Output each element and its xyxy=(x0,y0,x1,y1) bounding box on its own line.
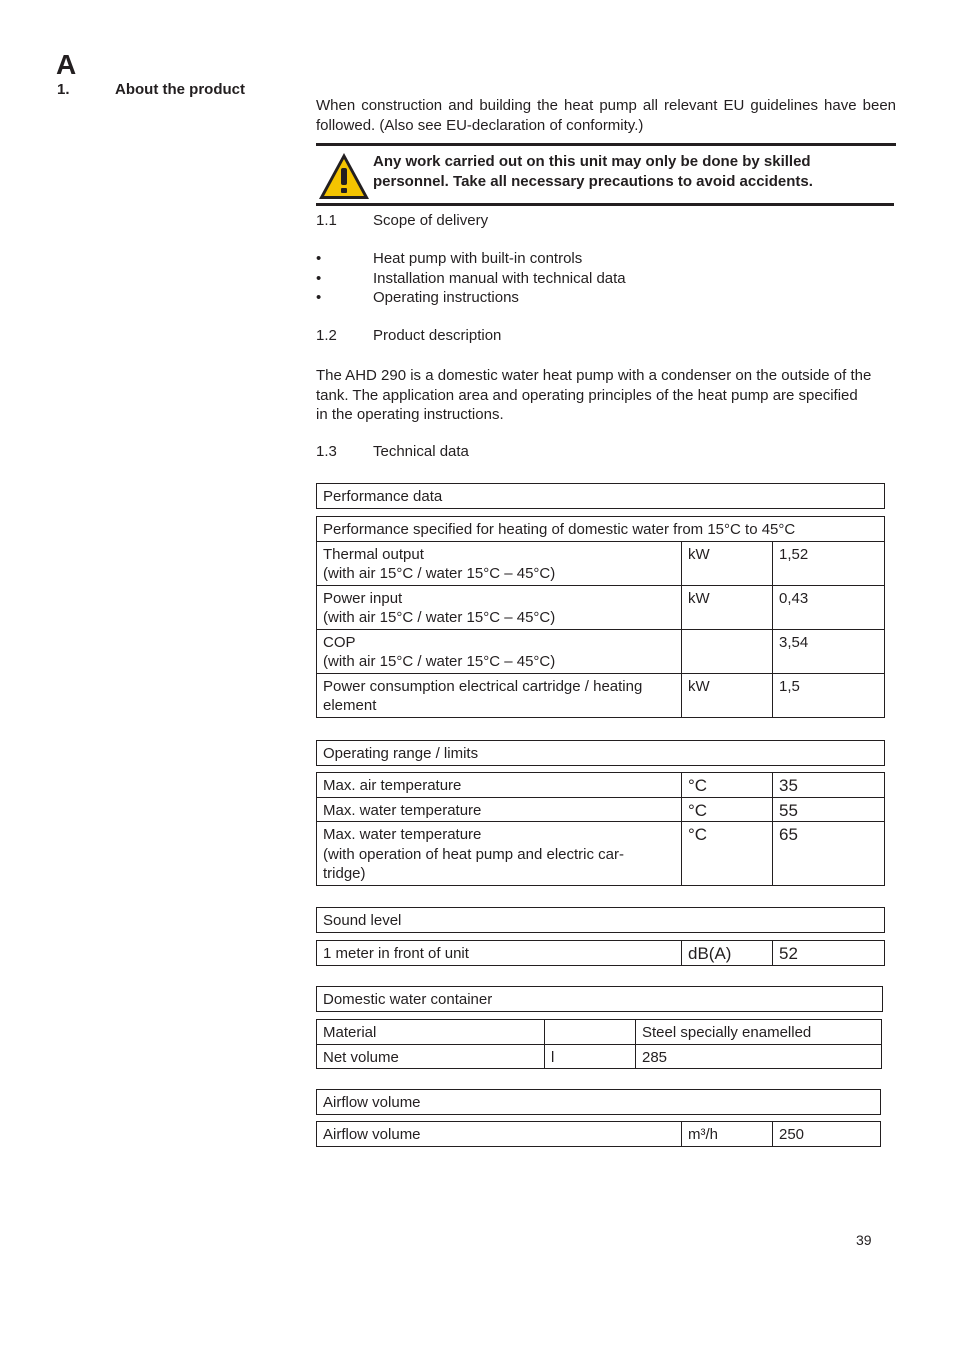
table-row xyxy=(317,822,885,886)
row-unit: °C xyxy=(682,797,773,822)
operating-heading-table xyxy=(316,740,885,766)
bullet-marker: • xyxy=(316,270,322,287)
row-unit: kW xyxy=(682,541,773,585)
bullet-marker: • xyxy=(316,289,322,306)
row-value: 285 xyxy=(636,1044,882,1069)
table-row xyxy=(317,673,885,717)
row-label: Max. air temperature xyxy=(317,773,682,798)
sound-heading-table xyxy=(316,907,885,933)
table-row xyxy=(317,541,885,585)
section-title: Technical data xyxy=(373,443,469,460)
row-unit xyxy=(682,629,773,673)
product-description xyxy=(316,366,896,425)
table-heading: Sound level xyxy=(317,908,885,933)
row-value: 3,54 xyxy=(773,629,885,673)
warning-rule-top xyxy=(316,143,896,146)
row-label: Power input (with air 15°C / water 15°C – 45°C) xyxy=(317,585,682,629)
row-unit: l xyxy=(545,1044,636,1069)
description-line: tank. The application area and operating principles of the heat pump are specified xyxy=(316,386,858,404)
list-item: Installation manual with technical data xyxy=(373,270,626,287)
row-value: 55 xyxy=(773,797,885,822)
airflow-heading-table xyxy=(316,1089,881,1115)
row-value: Steel specially enamelled xyxy=(636,1020,882,1045)
row-label: 1 meter in front of unit xyxy=(317,941,682,966)
table-row xyxy=(317,585,885,629)
warning-line: personnel. Take all necessary precautions to avoid accidents. xyxy=(373,172,813,190)
section-title: Product description xyxy=(373,327,502,344)
row-label: Thermal output (with air 15°C / water 15°C – 45°C) xyxy=(317,541,682,585)
performance-table xyxy=(316,516,885,718)
row-label: Power consumption electrical cartridge / heating element xyxy=(317,673,682,717)
row-value: 1,52 xyxy=(773,541,885,585)
table-heading: Performance data xyxy=(317,484,885,509)
warning-text xyxy=(373,152,893,191)
table-row xyxy=(317,773,885,798)
row-value: 52 xyxy=(773,941,885,966)
table-heading: Airflow volume xyxy=(317,1090,881,1115)
table-row xyxy=(317,1044,882,1069)
row-label: Max. water temperature xyxy=(317,797,682,822)
row-label: Net volume xyxy=(317,1044,545,1069)
table-row xyxy=(317,1122,881,1147)
row-unit: m³/h xyxy=(682,1122,773,1147)
list-item: Heat pump with built-in controls xyxy=(373,250,583,267)
section-number: 1.3 xyxy=(316,443,337,460)
row-value: 1,5 xyxy=(773,673,885,717)
row-label: Max. water temperature (with operation of heat pump and electric car- tridge) xyxy=(317,822,682,886)
table-row xyxy=(317,941,885,966)
chapter-title: About the product xyxy=(115,81,245,98)
warning-line: Any work carried out on this unit may only be done by skilled xyxy=(373,153,811,170)
row-unit: kW xyxy=(682,673,773,717)
airflow-table xyxy=(316,1121,881,1147)
table-heading: Operating range / limits xyxy=(317,741,885,766)
row-value: 250 xyxy=(773,1122,881,1147)
operating-table xyxy=(316,772,885,886)
section-number: 1.2 xyxy=(316,327,337,344)
warning-triangle-icon xyxy=(316,150,372,202)
sound-table xyxy=(316,940,885,966)
performance-heading-table xyxy=(316,483,885,509)
description-line: The AHD 290 is a domestic water heat pump with a condenser on the outside of the xyxy=(316,367,872,384)
table-row xyxy=(317,797,885,822)
row-unit: dB(A) xyxy=(682,941,773,966)
row-label: Airflow volume xyxy=(317,1122,682,1147)
chapter-number: 1. xyxy=(57,81,70,98)
row-label: COP (with air 15°C / water 15°C – 45°C) xyxy=(317,629,682,673)
table-subheading: Performance specified for heating of domestic water from 15°C to 45°C xyxy=(317,517,885,542)
list-item: Operating instructions xyxy=(373,289,519,306)
row-unit: °C xyxy=(682,773,773,798)
row-label: Material xyxy=(317,1020,545,1045)
row-unit xyxy=(545,1020,636,1045)
warning-rule-bottom xyxy=(316,203,894,206)
row-value: 35 xyxy=(773,773,885,798)
table-row xyxy=(317,629,885,673)
section-number: 1.1 xyxy=(316,212,337,229)
section-letter: A xyxy=(56,49,77,80)
row-unit: °C xyxy=(682,822,773,886)
page-number: 39 xyxy=(856,1232,872,1248)
intro-paragraph: When construction and building the heat pump all relevant EU guidelines have been followed. (Also see EU-declaration of conformity.) xyxy=(316,97,896,134)
row-value: 0,43 xyxy=(773,585,885,629)
container-heading-table xyxy=(316,986,883,1012)
section-title: Scope of delivery xyxy=(373,212,489,229)
table-row xyxy=(317,1020,882,1045)
description-line: in the operating instructions. xyxy=(316,406,504,423)
container-table xyxy=(316,1019,882,1069)
bullet-marker: • xyxy=(316,250,322,267)
table-heading: Domestic water container xyxy=(317,987,883,1012)
row-unit: kW xyxy=(682,585,773,629)
row-value: 65 xyxy=(773,822,885,886)
